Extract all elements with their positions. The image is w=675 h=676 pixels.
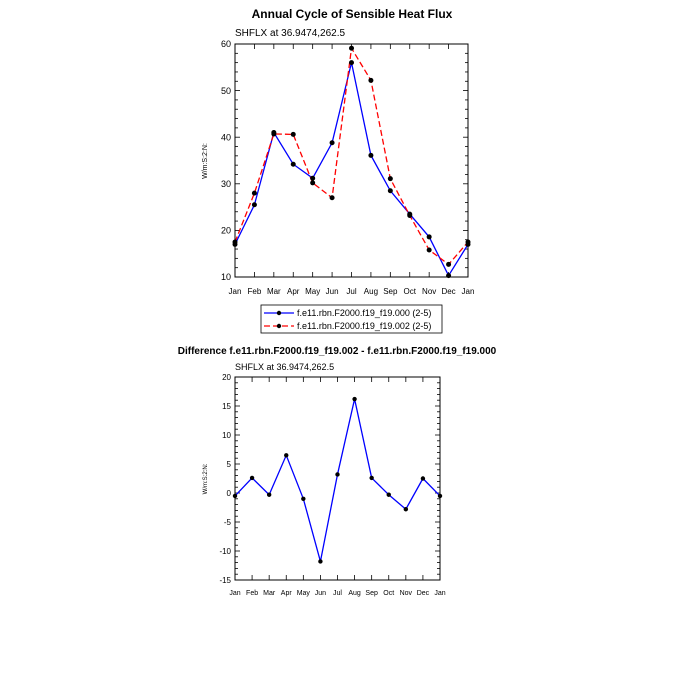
- bottom-xtick-label: Nov: [399, 590, 413, 597]
- top-xtick-label: Feb: [247, 287, 262, 296]
- top-series-1-point: [252, 202, 257, 207]
- top-frame: [235, 44, 468, 277]
- bottom-chart-subtitle: SHFLX at 36.9474,262.5: [235, 362, 335, 372]
- bottom-series-1-point: [438, 494, 442, 498]
- top-plot-area: [221, 39, 474, 296]
- top-xtick-label: Jan: [228, 287, 242, 296]
- top-series-1-point: [330, 140, 335, 145]
- top-series-2-point: [466, 240, 471, 245]
- top-ytick-label: 20: [220, 225, 231, 236]
- top-series-1-point: [310, 176, 315, 181]
- top-xtick-label: Mar: [266, 287, 281, 296]
- top-series-2-line: [235, 48, 468, 264]
- top-chart-ylabel: W/m:S:2:N:: [202, 143, 209, 179]
- bottom-series-1-point: [318, 559, 322, 563]
- bottom-xtick-label: Oct: [383, 590, 395, 597]
- bottom-series-1-line: [235, 399, 440, 561]
- legend-label-2: f.e11.rbn.F2000.f19_f19.002 (2-5): [297, 321, 432, 331]
- top-series-2-point: [310, 180, 315, 185]
- top-xtick-label: Oct: [403, 287, 416, 296]
- bottom-xtick-label: Jul: [333, 590, 342, 597]
- top-chart-subtitle: SHFLX at 36.9474,262.5: [235, 28, 346, 39]
- top-series-2-point: [349, 46, 354, 51]
- top-ytick-label: 30: [220, 178, 231, 189]
- top-ytick-label: 10: [220, 272, 231, 283]
- bottom-series-1-point: [421, 476, 425, 480]
- legend-entry-2: [264, 321, 431, 331]
- top-series-2-point: [291, 132, 296, 137]
- bottom-xtick-label: Dec: [416, 590, 430, 597]
- top-ytick-label: 60: [220, 39, 231, 50]
- top-xtick-label: Jan: [461, 287, 475, 296]
- top-xtick-label: Jun: [325, 287, 339, 296]
- top-series-2-point: [427, 247, 432, 252]
- top-series-2-point: [271, 131, 276, 136]
- bottom-xtick-label: Sep: [365, 590, 378, 597]
- bottom-xtick-label: Mar: [263, 590, 276, 597]
- bottom-ytick-label: -15: [219, 575, 231, 585]
- bottom-ytick-label: 0: [226, 488, 231, 498]
- bottom-ytick-label: -10: [219, 546, 231, 556]
- bottom-series-1-point: [404, 507, 408, 511]
- bottom-ytick-label: 20: [222, 372, 231, 382]
- top-legend: [261, 305, 442, 333]
- top-series-2-point: [330, 195, 335, 200]
- bottom-series-1-point: [387, 493, 391, 497]
- bottom-xtick-label: Aug: [348, 590, 361, 597]
- bottom-plot-area: [219, 373, 445, 597]
- bottom-frame: [235, 377, 440, 580]
- top-xtick-label: Aug: [363, 287, 379, 296]
- bottom-xtick-label: Feb: [246, 590, 259, 597]
- bottom-series-1-point: [284, 453, 288, 457]
- bottom-xtick-label: Apr: [280, 590, 292, 597]
- bottom-series-1-point: [352, 397, 356, 401]
- top-chart: [202, 7, 474, 333]
- bottom-ytick-label: -5: [223, 517, 231, 527]
- top-series-2-point: [407, 213, 412, 218]
- top-xtick-label: Jul: [346, 287, 357, 296]
- bottom-xtick-label: Jun: [314, 590, 327, 597]
- bottom-xtick-label: May: [296, 590, 310, 597]
- bottom-series-1-point: [233, 494, 237, 498]
- legend-entry-1: [264, 308, 431, 318]
- bottom-chart-ylabel: W/m:S:2:N:: [203, 463, 209, 495]
- top-series-2-point: [368, 78, 373, 83]
- bottom-ytick-label: 10: [222, 430, 231, 440]
- top-xtick-label: Nov: [422, 287, 437, 296]
- top-series-1-point: [349, 60, 354, 65]
- bottom-ytick-label: 15: [222, 401, 231, 411]
- top-series-2-point: [388, 176, 393, 181]
- top-series-1-point: [291, 162, 296, 167]
- bottom-series-1-point: [250, 476, 254, 480]
- top-xtick-label: May: [305, 287, 321, 296]
- top-xtick-label: Dec: [441, 287, 456, 296]
- top-xtick-label: Sep: [383, 287, 398, 296]
- top-chart-title: Annual Cycle of Sensible Heat Flux: [251, 7, 453, 21]
- bottom-xtick-label: Jan: [434, 590, 446, 597]
- bottom-chart: [178, 346, 497, 597]
- top-ytick-label: 50: [220, 85, 231, 96]
- bottom-chart-title: Difference f.e11.rbn.F2000.f19_f19.002 - f.e11.rbn.F2000.f19_f19.000: [177, 346, 497, 357]
- top-series-2-point: [233, 240, 238, 245]
- top-series-1-point: [446, 273, 451, 278]
- bottom-ytick-label: 5: [226, 459, 231, 469]
- top-ytick-label: 40: [220, 132, 231, 143]
- top-series-1-point: [388, 188, 393, 193]
- bottom-xtick-label: Jan: [229, 590, 241, 597]
- bottom-series-1-point: [301, 497, 305, 501]
- legend-marker-1: [277, 311, 281, 315]
- legend-label-1: f.e11.rbn.F2000.f19_f19.000 (2-5): [297, 308, 432, 318]
- legend-marker-2: [277, 324, 281, 328]
- top-series-1-line: [235, 63, 468, 276]
- bottom-series-1-point: [267, 493, 271, 497]
- bottom-series-1-point: [369, 476, 373, 480]
- top-series-1-point: [427, 234, 432, 239]
- top-series-2-point: [446, 262, 451, 267]
- bottom-series-1-point: [335, 472, 339, 476]
- top-series-2-point: [252, 191, 257, 196]
- top-xtick-label: Apr: [287, 287, 300, 296]
- top-series-1-point: [368, 153, 373, 158]
